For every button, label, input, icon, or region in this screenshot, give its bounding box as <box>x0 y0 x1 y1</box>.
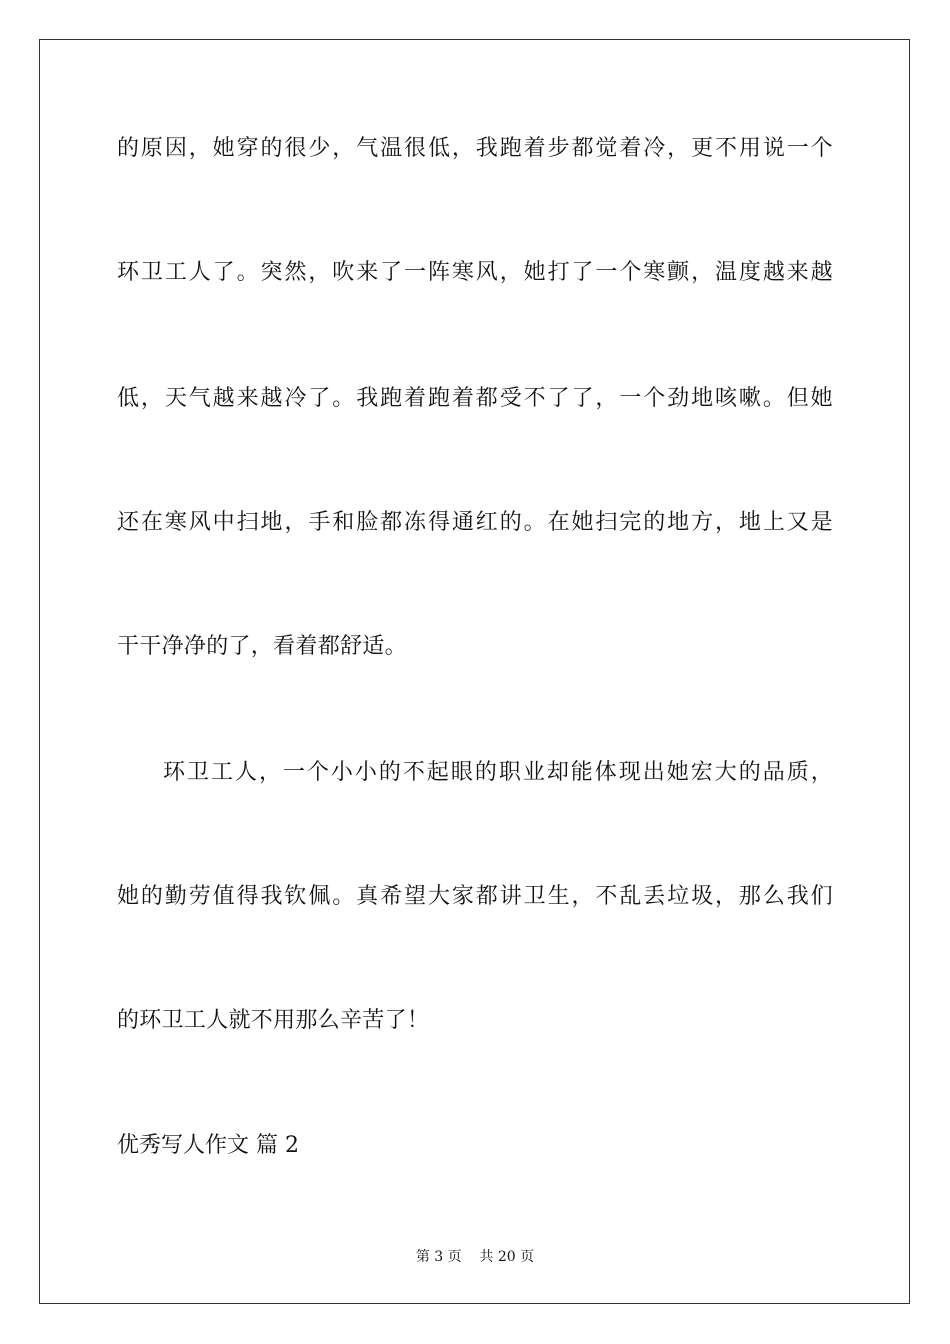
section-heading: 优秀写人作文 篇 2 <box>117 1133 299 1158</box>
page-border <box>39 39 910 1304</box>
paragraph-line: 还在寒风中扫地，手和脸都冻得通红的。在她扫完的地方，地上又是 <box>117 510 833 535</box>
paragraph-line: 环卫工人，一个小小的不起眼的职业却能体现出她宏大的品质， <box>163 760 833 785</box>
paragraph-line: 低，天气越来越冷了。我跑着跑着都受不了了，一个劲地咳嗽。但她 <box>117 386 833 411</box>
paragraph-line: 环卫工人了。突然，吹来了一阵寒风，她打了一个寒颤，温度越来越 <box>117 260 833 285</box>
paragraph-line: 的环卫工人就不用那么辛苦了！ <box>117 1008 430 1033</box>
paragraph-line: 她的勤劳值得我钦佩。真希望大家都讲卫生，不乱丢垃圾，那么我们 <box>117 884 833 909</box>
paragraph-line: 的原因，她穿的很少，气温很低，我跑着步都觉着冷，更不用说一个 <box>117 136 833 161</box>
page-number-footer: 第 3 页 共 20 页 <box>415 1249 535 1265</box>
paragraph-line: 干干净净的了，看着都舒适。 <box>117 634 407 659</box>
